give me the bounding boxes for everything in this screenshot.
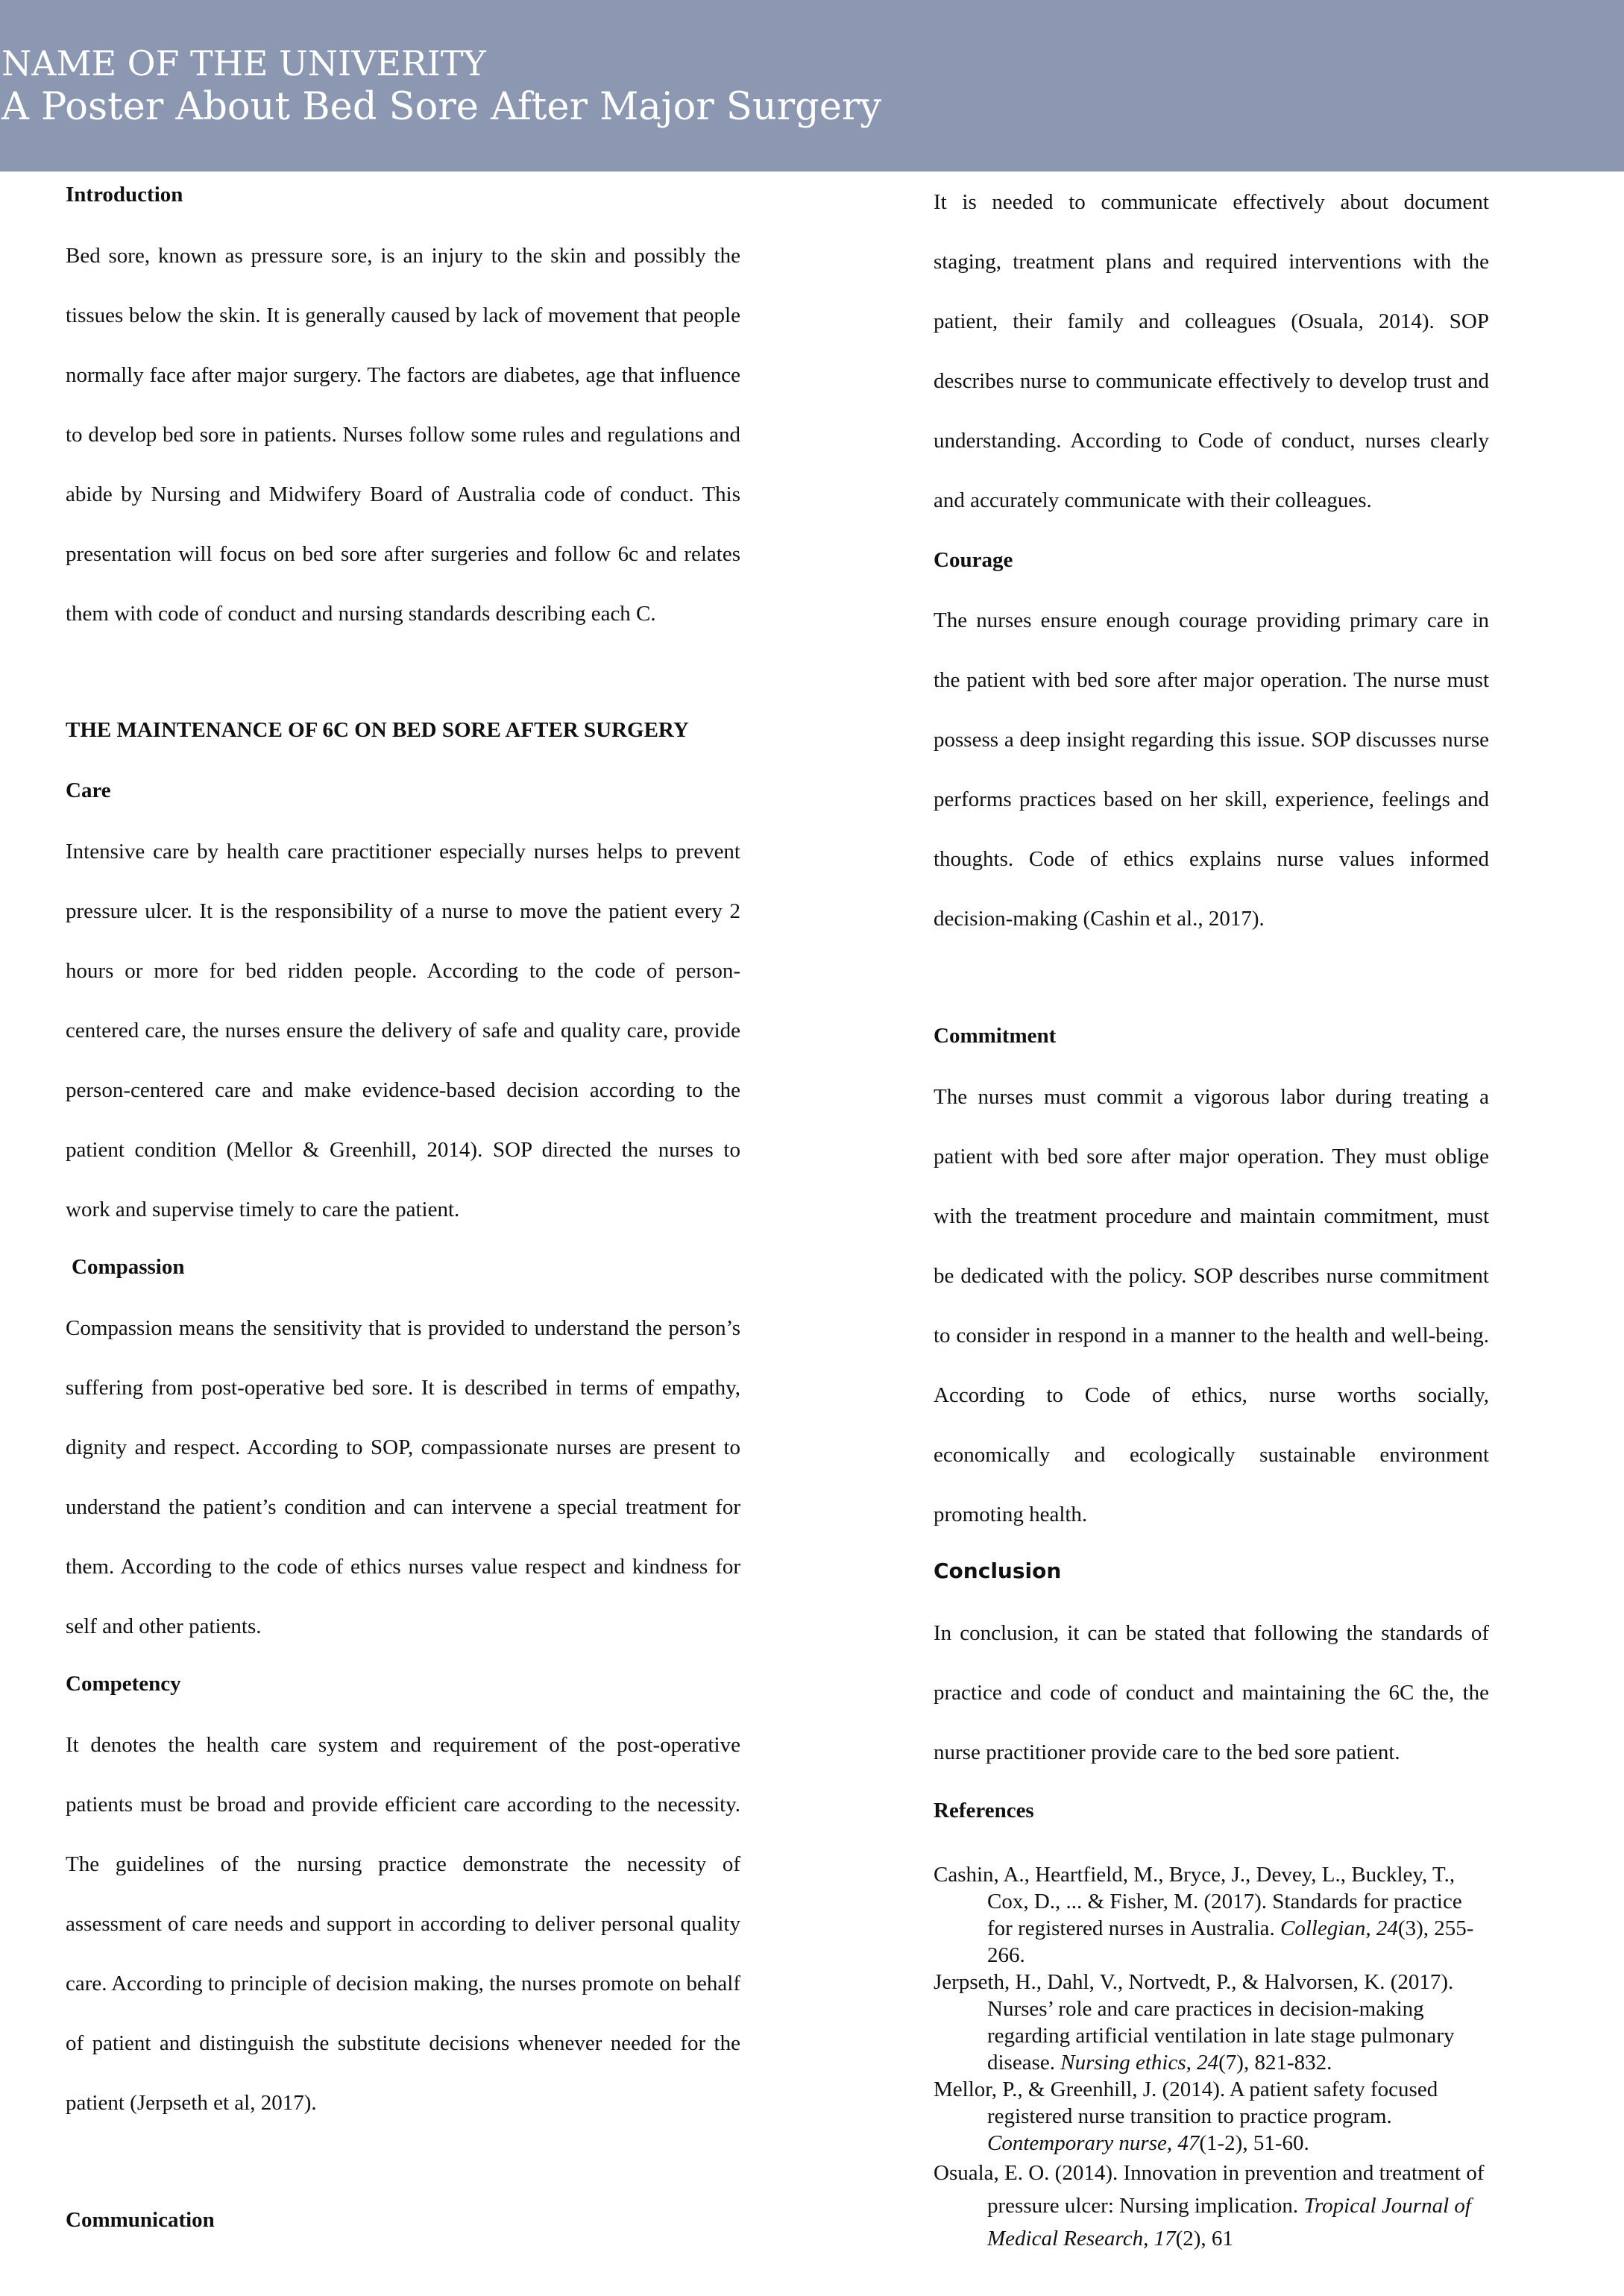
compassion-heading: Compassion — [72, 1255, 185, 1279]
conclusion-text: In conclusion, it can be stated that following the standards of practice and code of conduct and maintaining the 6C the, the nurse practitioner provide care to the bed sore patient. — [934, 1621, 1489, 1764]
reference-item: Mellor, P., & Greenhill, J. (2014). A patient safety focused registered nurse transition to practice program. Contemporary nurse, 47(1-2), 51-60. — [934, 2078, 1438, 2155]
university-name: NAME OF THE UNIVERITY — [1, 43, 486, 84]
competency-heading: Competency — [66, 1672, 181, 1696]
commitment-text: The nurses must commit a vigorous labor during treating a patient with bed sore after major operation. They must oblige with the treatment procedure and maintain commitment, must be dedicated with the policy. SOP describes nurse commitment to consider in respond in a manner to the health and well-being. According to Code of ethics, nurse worths socially, economically and ecologically sustainable environment promoting health. — [934, 1085, 1489, 1526]
introduction-text: Bed sore, known as pressure sore, is an injury to the skin and possibly the tissues below the skin. It is generally caused by lack of movement that people normally face after major surgery. The factors are diabetes, age that influence to develop bed sore in patients. Nurses follow some rules and regulations and abide by Nursing and Midwifery Board of Australia code of conduct. This presentation will focus on bed sore after surgeries and follow 6c and relates them with code of conduct and nursing standards describing each C. — [66, 244, 740, 626]
reference-item: Jerpseth, H., Dahl, V., Nortvedt, P., & Halvorsen, K. (2017). Nurses’ role and care practices in decision-making regarding artificial ventilation in late stage pulmonary disease. Nursing ethics, 24(7), 821-832. — [934, 1970, 1455, 2075]
courage-text: The nurses ensure enough courage providing primary care in the patient with bed sore after major operation. The nurse must possess a deep insight regarding this issue. SOP discusses nurse performs practices based on her skill, experience, feelings and thoughts. Code of ethics explains nurse values informed decision-making (Cashin et al., 2017). — [934, 608, 1489, 931]
care-text: Intensive care by health care practitioner especially nurses helps to prevent pressure ulcer. It is the responsibility of a nurse to move the patient every 2 hours or more for bed ridden people. According to the code of person-centered care, the nurses ensure the delivery of safe and quality care, provide person-centered care and make evidence-based decision according to the patient condition (Mellor & Greenhill, 2014). SOP directed the nurses to work and supervise timely to care the patient. — [66, 840, 740, 1221]
commitment-heading: Commitment — [934, 1024, 1057, 1048]
main-section-heading: THE MAINTENANCE OF 6C ON BED SORE AFTER SURGERY — [66, 718, 689, 742]
references-heading: References — [934, 1799, 1034, 1822]
communication-text: It is needed to communicate effectively about document staging, treatment plans and required interventions with the patient, their family and colleagues (Osuala, 2014). SOP describes nurse to communicate effectively to develop trust and understanding. According to Code of conduct, nurses clearly and accurately communicate with their colleagues. — [934, 190, 1489, 512]
compassion-text: Compassion means the sensitivity that is provided to understand the person’s suffering from post-operative bed sore. It is described in terms of empathy, dignity and respect. According to SOP, compassionate nurses are present to understand the patient’s condition and can intervene a special treatment for them. According to the code of ethics nurses value respect and kindness for self and other patients. — [66, 1316, 740, 1638]
introduction-heading: Introduction — [66, 183, 183, 207]
reference-item: Osuala, E. O. (2014). Innovation in prevention and treatment of pressure ulcer: Nursing implication. Tropical Journal of Medical Research, 17(2), 61 — [934, 2161, 1485, 2251]
courage-heading: Courage — [934, 548, 1013, 572]
care-heading: Care — [66, 779, 111, 802]
communication-heading: Communication — [66, 2208, 215, 2232]
competency-text: It denotes the health care system and requirement of the post-operative patients must be broad and provide efficient care according to the necessity. The guidelines of the nursing practice demonstrate the necessity of assessment of care needs and support in according to deliver personal quality care. According to principle of decision making, the nurses promote on behalf of patient and distinguish the substitute decisions whenever needed for the patient (Jerpseth et al, 2017). — [66, 1733, 740, 2115]
references-list — [934, 1861, 1489, 2255]
poster-title: A Poster About Bed Sore After Major Surgery — [1, 85, 882, 129]
reference-item: Cashin, A., Heartfield, M., Bryce, J., Devey, L., Buckley, T., Cox, D., ... & Fisher, M. (2017). Standards for practice for registered nurses in Australia. Collegian, 24(3), 255-266. — [934, 1863, 1474, 1967]
conclusion-heading: Conclusion — [934, 1559, 1062, 1583]
poster-header — [0, 0, 1624, 172]
